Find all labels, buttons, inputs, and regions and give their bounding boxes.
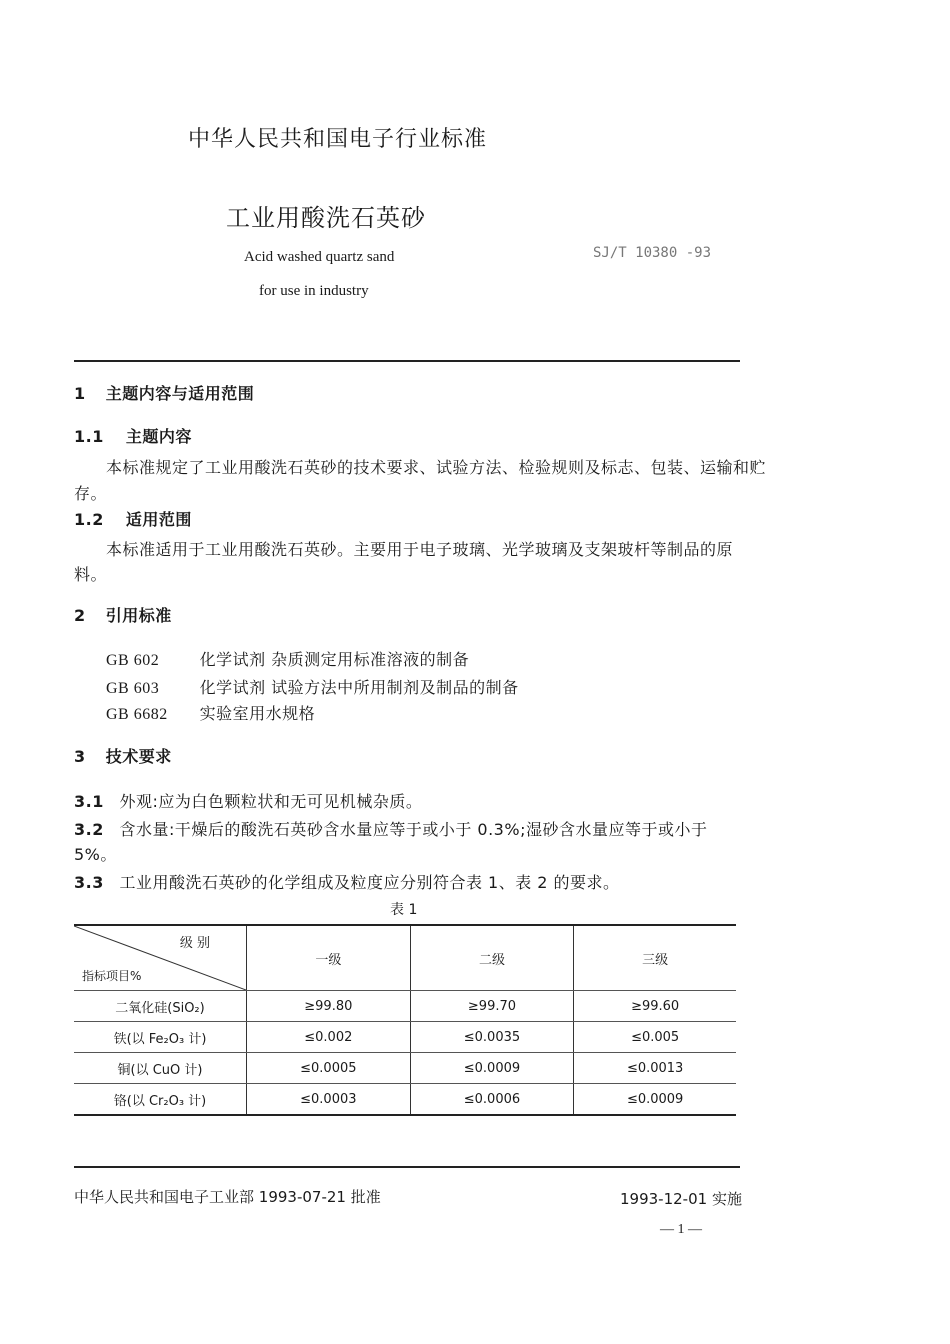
effective-date: 1993-12-01 实施 xyxy=(620,1190,742,1208)
table-cell: ≤0.0003 xyxy=(247,1084,411,1116)
reference-code: GB 602 xyxy=(106,652,160,669)
table-row xyxy=(74,1053,736,1084)
table-cell: ≥99.60 xyxy=(574,991,736,1022)
page-number: — 1 — xyxy=(660,1222,702,1237)
section-1-1-heading xyxy=(74,424,192,447)
row-label: 铁(以 Fe₂O₃ 计) xyxy=(74,1022,247,1053)
reference-code: GB 6682 xyxy=(106,706,168,723)
corner-top-label: 级 别 xyxy=(179,936,210,951)
table-cell: ≤0.0009 xyxy=(574,1084,736,1116)
table-row xyxy=(74,1084,736,1116)
document-title-en-line1: Acid washed quartz sand xyxy=(244,249,395,265)
section-number: 3.3 xyxy=(74,873,104,892)
section-3-3 xyxy=(74,870,620,893)
section-1-1-text-line2: 存。 xyxy=(74,484,108,503)
section-text: 工业用酸洗石英砂的化学组成及粒度应分别符合表 1、表 2 的要求。 xyxy=(119,873,620,892)
reference-item xyxy=(106,675,519,698)
section-text: 外观:应为白色颗粒状和无可见机械杂质。 xyxy=(119,792,423,811)
footer-divider xyxy=(74,1166,740,1168)
section-title: 主题内容 xyxy=(125,427,192,446)
reference-title: 实验室用水规格 xyxy=(199,704,316,723)
issuing-agency: 中华人民共和国电子行业标准 xyxy=(188,127,488,152)
section-number: 2 xyxy=(74,606,86,625)
section-1-2-text-line1: 本标准适用于工业用酸洗石英砂。主要用于电子玻璃、光学玻璃及支架玻杆等制品的原 xyxy=(106,540,734,559)
reference-item xyxy=(106,701,315,724)
standard-number: SJ/T 10380 -93 xyxy=(593,245,712,261)
table-row xyxy=(74,991,736,1022)
approval-line: 中华人民共和国电子工业部 1993-07-21 批准 xyxy=(74,1188,381,1206)
table-cell: ≥99.70 xyxy=(410,991,574,1022)
section-number: 1 xyxy=(74,384,86,403)
section-title: 引用标准 xyxy=(105,606,172,625)
reference-item xyxy=(106,647,469,670)
section-number: 1.1 xyxy=(74,427,104,446)
section-1-1-text-line1: 本标准规定了工业用酸洗石英砂的技术要求、试验方法、检验规则及标志、包装、运输和贮 xyxy=(106,458,767,477)
section-number: 3.2 xyxy=(74,820,104,839)
column-header: 一级 xyxy=(247,925,411,991)
table-cell: ≤0.002 xyxy=(247,1022,411,1053)
table-cell: ≤0.005 xyxy=(574,1022,736,1053)
section-1-heading xyxy=(74,381,254,404)
section-text: 含水量:干燥后的酸洗石英砂含水量应等于或小于 0.3%;湿砂含水量应等于或小于 xyxy=(119,820,708,839)
table-cell: ≤0.0009 xyxy=(410,1053,574,1084)
document-title-en-line2: for use in industry xyxy=(259,283,369,299)
table-cell: ≥99.80 xyxy=(247,991,411,1022)
row-label: 二氧化硅(SiO₂) xyxy=(74,991,247,1022)
section-2-heading xyxy=(74,603,172,626)
corner-bottom-label: 指标项目% xyxy=(82,969,142,983)
table-corner-cell xyxy=(74,925,247,991)
table-cell: ≤0.0005 xyxy=(247,1053,411,1084)
document-title-cn: 工业用酸洗石英砂 xyxy=(226,204,426,232)
table-row xyxy=(74,1022,736,1053)
reference-title: 化学试剂 杂质测定用标准溶液的制备 xyxy=(199,650,470,669)
table-1 xyxy=(74,924,736,1116)
section-number: 3 xyxy=(74,747,86,766)
table-cell: ≤0.0035 xyxy=(410,1022,574,1053)
section-number: 1.2 xyxy=(74,510,104,529)
table-caption: 表 1 xyxy=(390,902,418,918)
header-divider xyxy=(74,360,740,362)
section-title: 适用范围 xyxy=(125,510,192,529)
section-1-2-heading xyxy=(74,507,192,530)
section-title: 主题内容与适用范围 xyxy=(105,384,255,403)
section-1-2-text-line2: 料。 xyxy=(74,565,108,584)
table-cell: ≤0.0013 xyxy=(574,1053,736,1084)
section-3-1 xyxy=(74,789,422,812)
section-number: 3.1 xyxy=(74,792,104,811)
section-3-heading xyxy=(74,744,172,767)
table-header-row xyxy=(74,925,736,991)
row-label: 铬(以 Cr₂O₃ 计) xyxy=(74,1084,247,1116)
column-header: 三级 xyxy=(574,925,736,991)
reference-code: GB 603 xyxy=(106,680,160,697)
section-title: 技术要求 xyxy=(105,747,172,766)
reference-title: 化学试剂 试验方法中所用制剂及制品的制备 xyxy=(199,678,519,697)
row-label: 铜(以 CuO 计) xyxy=(74,1053,247,1084)
column-header: 二级 xyxy=(410,925,574,991)
table-cell: ≤0.0006 xyxy=(410,1084,574,1116)
section-3-2-line2: 5%。 xyxy=(74,845,117,864)
section-3-2-line1 xyxy=(74,817,707,840)
